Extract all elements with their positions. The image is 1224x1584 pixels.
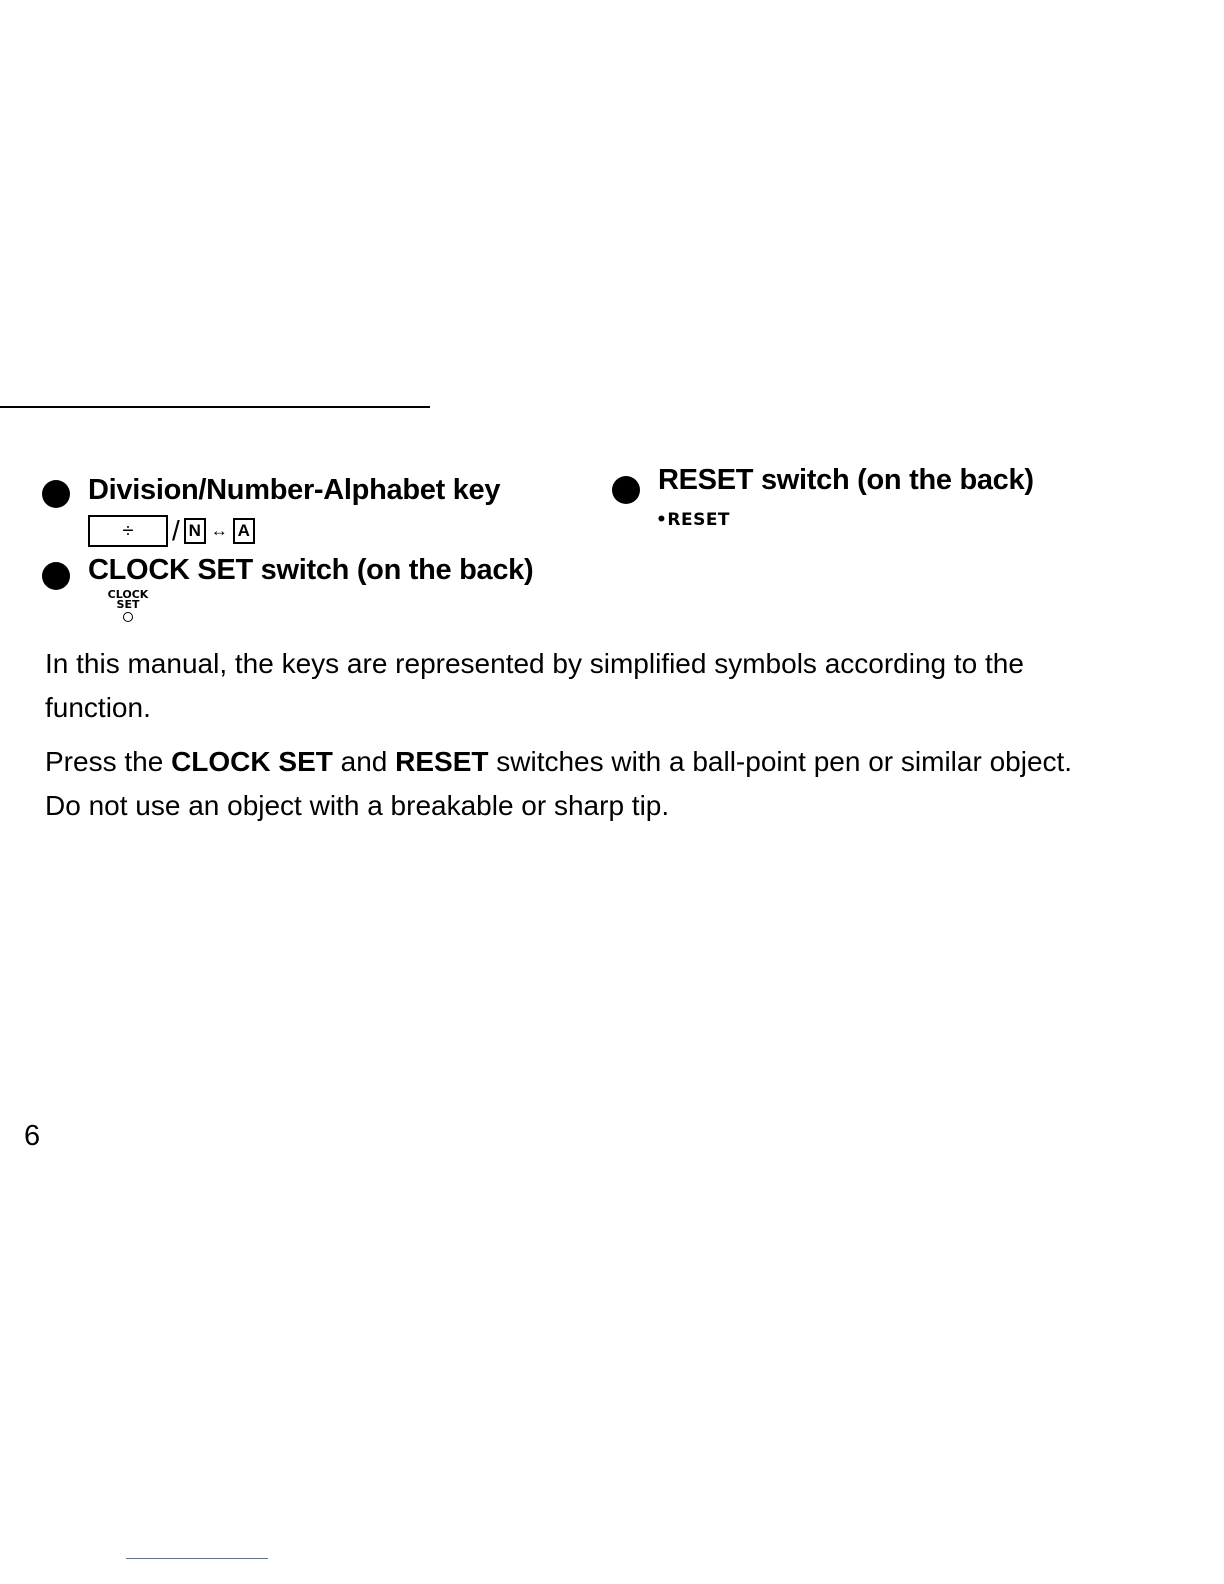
reset-switch-label: •RESET bbox=[656, 510, 731, 530]
paragraph-2-prefix: Press the bbox=[45, 746, 172, 777]
clock-set-switch-icon bbox=[100, 590, 156, 630]
a-key-icon: A bbox=[233, 518, 255, 544]
bullet-icon bbox=[42, 480, 70, 508]
clock-set-heading: CLOCK SET switch (on the back) bbox=[88, 554, 534, 586]
reset-heading: RESET switch (on the back) bbox=[658, 464, 1034, 496]
paragraph-2-mid: and bbox=[332, 746, 396, 777]
division-key-heading: Division/Number-Alphabet key bbox=[88, 474, 501, 506]
top-divider bbox=[0, 406, 430, 408]
double-arrow-icon: ↔ bbox=[210, 521, 228, 540]
switch-hole-icon bbox=[123, 612, 133, 622]
paragraph-1-line-2: function. bbox=[45, 692, 151, 723]
bottom-divider bbox=[126, 1558, 268, 1559]
bullet-icon bbox=[42, 562, 70, 590]
page-number: 6 bbox=[24, 1120, 41, 1152]
paragraph-1-line-1: In this manual, the keys are represented by simplified symbols according to the bbox=[45, 648, 1024, 679]
n-key-icon: N bbox=[184, 518, 206, 544]
paragraph-2-line-1 bbox=[45, 738, 1072, 786]
key-separator: / bbox=[172, 515, 180, 546]
clock-set-icon-line2: SET bbox=[116, 598, 140, 611]
paragraph-2-clock-set: CLOCK SET bbox=[171, 746, 333, 777]
paragraph-2-reset: RESET bbox=[395, 746, 489, 777]
paragraph-2-suffix: switches with a ball-point pen or similar object. bbox=[488, 746, 1073, 777]
clock-set-icon-line1: CLOCK bbox=[107, 588, 149, 601]
bullet-icon bbox=[612, 476, 640, 504]
paragraph-2-line-2: Do not use an object with a breakable or sharp tip. bbox=[45, 790, 670, 821]
division-key-symbols bbox=[88, 513, 255, 549]
division-key-icon: ÷ bbox=[88, 515, 168, 547]
